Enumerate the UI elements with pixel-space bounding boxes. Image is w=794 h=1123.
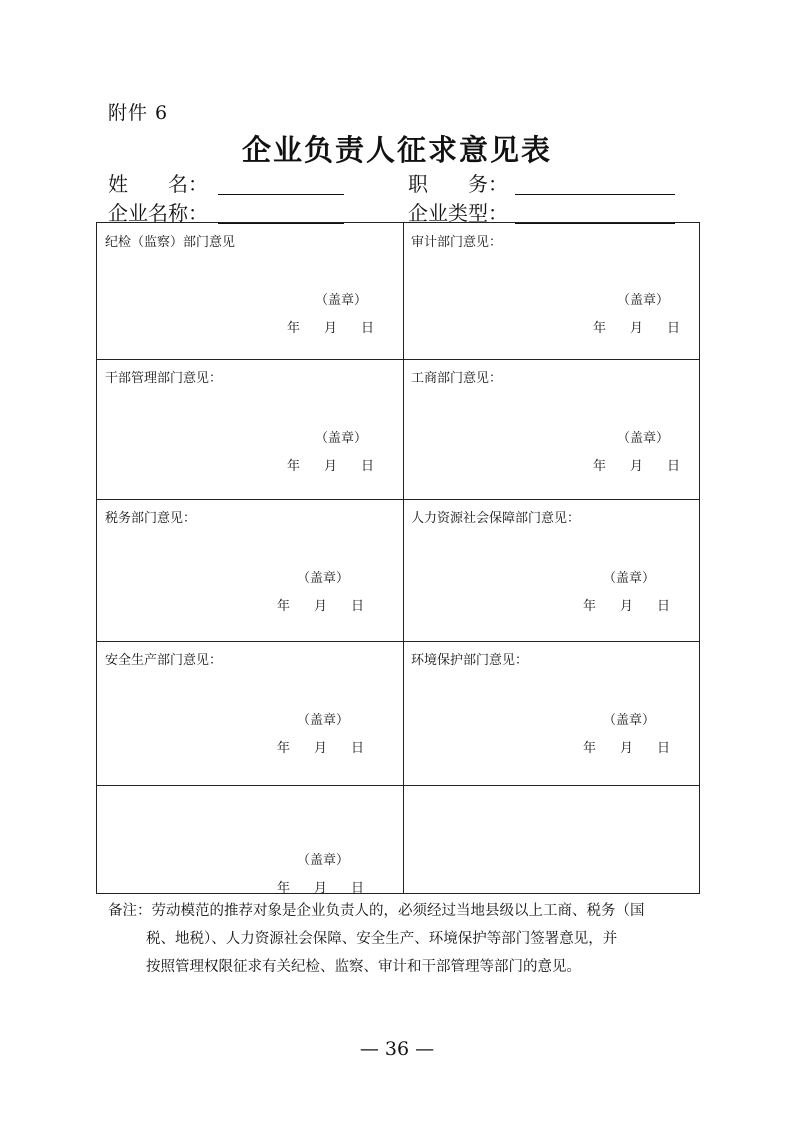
remarks-line-2: 税、地税）、人力资源社会保障、安全生产、环境保护等部门签署意见，并 — [146, 931, 618, 947]
cell-work-safety[interactable] — [97, 641, 403, 785]
month-label: 月 — [314, 881, 328, 896]
cell-caption: 工商部门意见： — [411, 371, 503, 386]
cell-caption: 人力资源社会保障部门意见： — [411, 511, 581, 526]
cell-discipline-inspection[interactable] — [97, 223, 403, 359]
month-label: 月 — [314, 741, 328, 756]
cell-caption: 安全生产部门意见： — [105, 653, 223, 668]
month-label: 月 — [620, 599, 634, 614]
company-name-label: 企业名称： — [108, 201, 208, 225]
year-label: 年 — [583, 599, 597, 614]
year-label: 年 — [287, 321, 301, 336]
opinion-table — [96, 222, 700, 894]
month-label: 月 — [324, 459, 338, 474]
attachment-label: 附件 6 — [108, 102, 169, 124]
cell-caption: 干部管理部门意见： — [105, 371, 223, 386]
day-label: 日 — [667, 321, 681, 336]
cell-human-resources[interactable] — [403, 499, 699, 641]
month-label: 月 — [630, 459, 644, 474]
year-label: 年 — [287, 459, 301, 474]
year-label: 年 — [277, 599, 291, 614]
year-label: 年 — [277, 881, 291, 896]
seal-label: （盖章） — [603, 571, 656, 586]
date-line — [593, 317, 680, 336]
position-field — [408, 168, 508, 197]
cell-audit[interactable] — [403, 223, 699, 359]
day-label: 日 — [657, 599, 671, 614]
day-label: 日 — [351, 741, 365, 756]
name-label: 姓 名： — [108, 172, 208, 196]
seal-label: （盖章） — [297, 571, 350, 586]
seal-label: （盖章） — [315, 293, 368, 308]
date-line — [287, 455, 374, 474]
seal-label: （盖章） — [617, 431, 670, 446]
month-label: 月 — [630, 321, 644, 336]
seal-label: （盖章） — [603, 713, 656, 728]
cell-blank-left[interactable] — [97, 785, 403, 896]
month-label: 月 — [620, 741, 634, 756]
cell-environmental-protection[interactable] — [403, 641, 699, 785]
cell-caption: 税务部门意见： — [105, 511, 197, 526]
date-line — [583, 737, 670, 756]
remarks-line-1: 备注：劳动模范的推荐对象是企业负责人的，必须经过当地县级以上工商、税务（国 — [108, 903, 645, 919]
cell-taxation[interactable] — [97, 499, 403, 641]
seal-label: （盖章） — [315, 431, 368, 446]
date-line — [277, 595, 364, 614]
name-field — [108, 168, 208, 197]
date-line — [583, 595, 670, 614]
cell-industry-commerce[interactable] — [403, 359, 699, 499]
year-label: 年 — [593, 321, 607, 336]
seal-label: （盖章） — [297, 853, 350, 868]
page-number: — 36 — — [359, 1038, 435, 1060]
date-line — [277, 737, 364, 756]
date-line — [593, 455, 680, 474]
cell-caption: 纪检（监察）部门意见 — [105, 235, 236, 250]
day-label: 日 — [361, 459, 375, 474]
date-line — [277, 877, 364, 896]
seal-label: （盖章） — [617, 293, 670, 308]
year-label: 年 — [593, 459, 607, 474]
remarks — [108, 897, 698, 981]
day-label: 日 — [361, 321, 375, 336]
form-title: 企业负责人征求意见表 — [241, 133, 552, 167]
month-label: 月 — [324, 321, 338, 336]
year-label: 年 — [277, 741, 291, 756]
name-blank[interactable] — [218, 194, 344, 195]
cell-caption: 审计部门意见： — [411, 235, 503, 250]
cell-caption: 环境保护部门意见： — [411, 653, 529, 668]
day-label: 日 — [667, 459, 681, 474]
cell-cadre-management[interactable] — [97, 359, 403, 499]
year-label: 年 — [583, 741, 597, 756]
remarks-line-3: 按照管理权限征求有关纪检、监察、审计和干部管理等部门的意见。 — [146, 959, 581, 975]
company-type-label: 企业类型： — [408, 201, 508, 225]
date-line — [287, 317, 374, 336]
month-label: 月 — [314, 599, 328, 614]
position-label: 职 务： — [408, 172, 508, 196]
day-label: 日 — [351, 881, 365, 896]
cell-blank-right[interactable] — [403, 785, 699, 893]
day-label: 日 — [657, 741, 671, 756]
day-label: 日 — [351, 599, 365, 614]
seal-label: （盖章） — [297, 713, 350, 728]
position-blank[interactable] — [515, 194, 675, 195]
